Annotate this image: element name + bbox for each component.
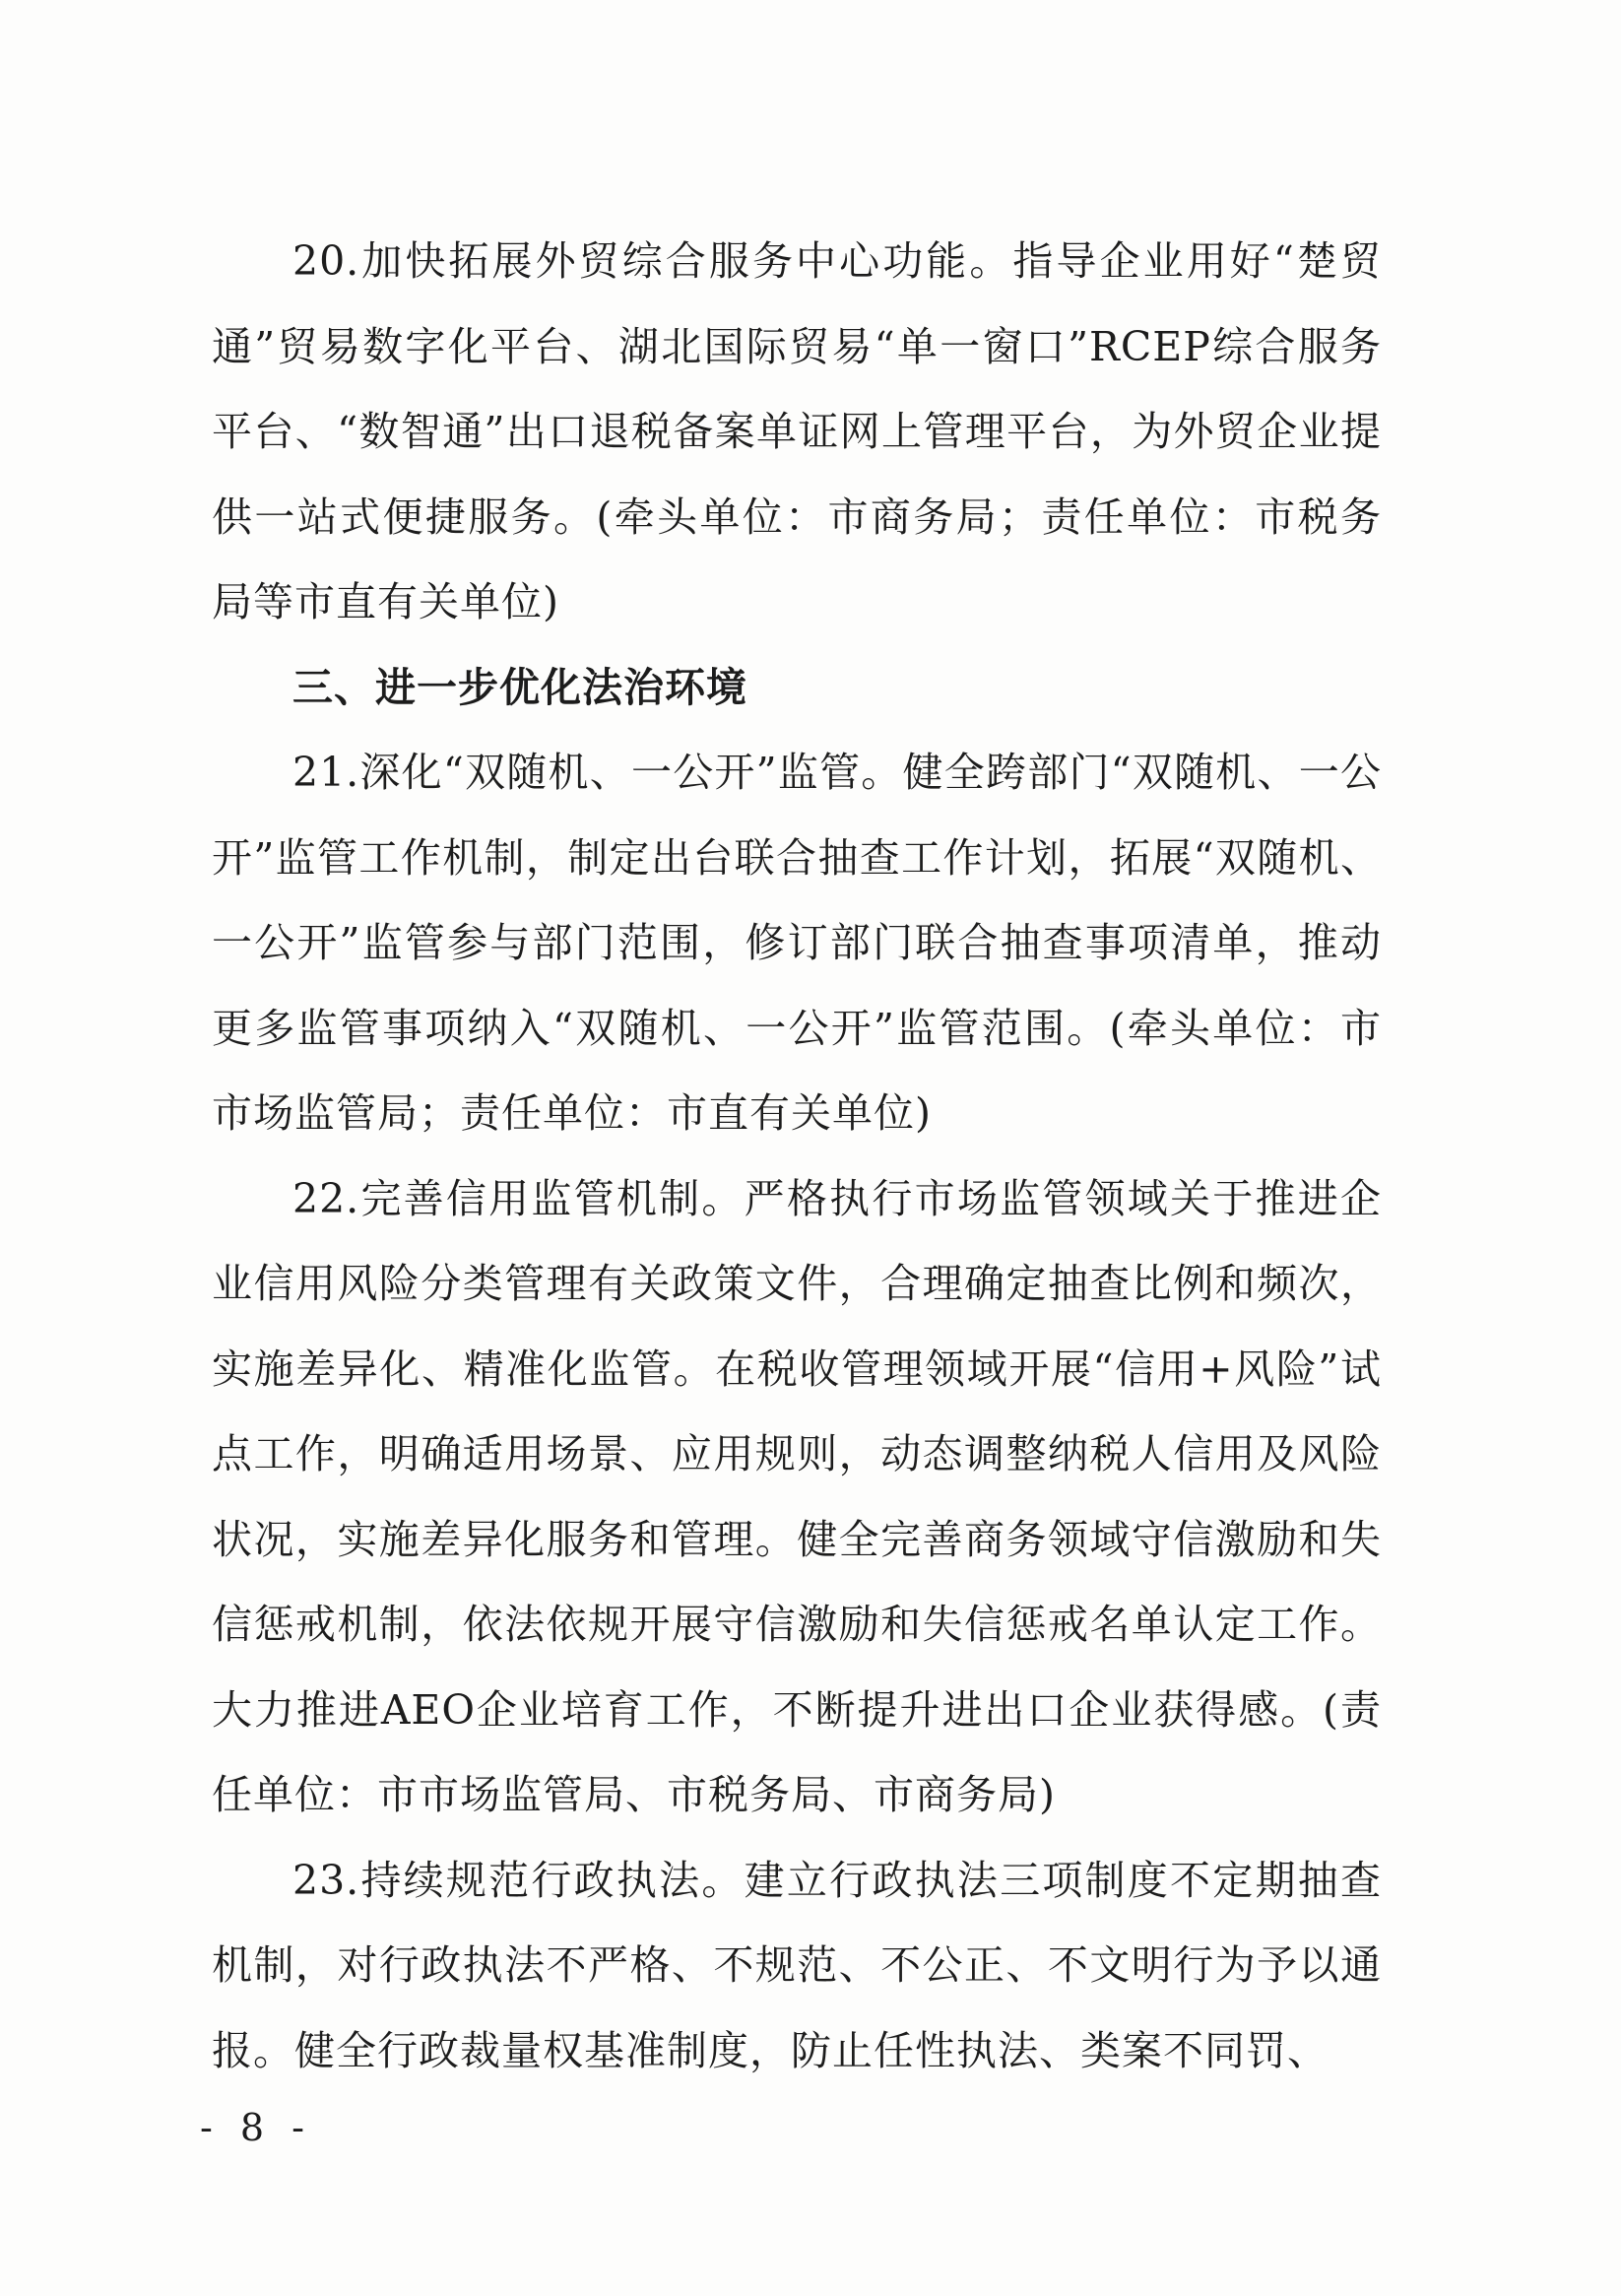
- paragraph-23: 23.持续规范行政执法。建立行政执法三项制度不定期抽查机制，对行政执法不严格、不规范、不公正、不文明行为予以通报。健全行政裁量权基准制度，防止任性执法、类案不同罚、: [212, 1856, 1382, 2074]
- section-heading: 三、进一步优化法治环境: [292, 663, 747, 711]
- paragraph-22: 22.完善信用监管机制。严格执行市场监管领域关于推进企业信用风险分类管理有关政策文件，合理确定抽查比例和频次，实施差异化、精准化监管。在税收管理领域开展“信用+风险”试点工作，明确适用场景、应用规则，动态调整纳税人信用及风险状况，实施差异化服务和管理。健全完善商务领域守信激励和失信惩戒机制，依法依规开展守信激励和失信惩戒名单认定工作。大力推进AEO企业培育工作，不断提升进出口企业获得感。(责任单位：市市场监管局、市税务局、市商务局): [212, 1174, 1382, 1818]
- body-text: [212, 219, 1382, 2093]
- page-number: - 8 -: [199, 2106, 312, 2149]
- paragraph-21: 21.深化“双随机、一公开”监管。健全跨部门“双随机、一公开”监管工作机制，制定出台联合抽查工作计划，拓展“双随机、一公开”监管参与部门范围，修订部门联合抽查事项清单，推动更多监管事项纳入“双随机、一公开”监管范围。(牵头单位：市市场监管局；责任单位：市直有关单位): [212, 749, 1382, 1137]
- paragraph-20: 20.加快拓展外贸综合服务中心功能。指导企业用好“楚贸通”贸易数字化平台、湖北国际贸易“单一窗口”RCEP综合服务平台、“数智通”出口退税备案单证网上管理平台，为外贸企业提供一站式便捷服务。(牵头单位：市商务局；责任单位：市税务局等市直有关单位): [212, 237, 1382, 625]
